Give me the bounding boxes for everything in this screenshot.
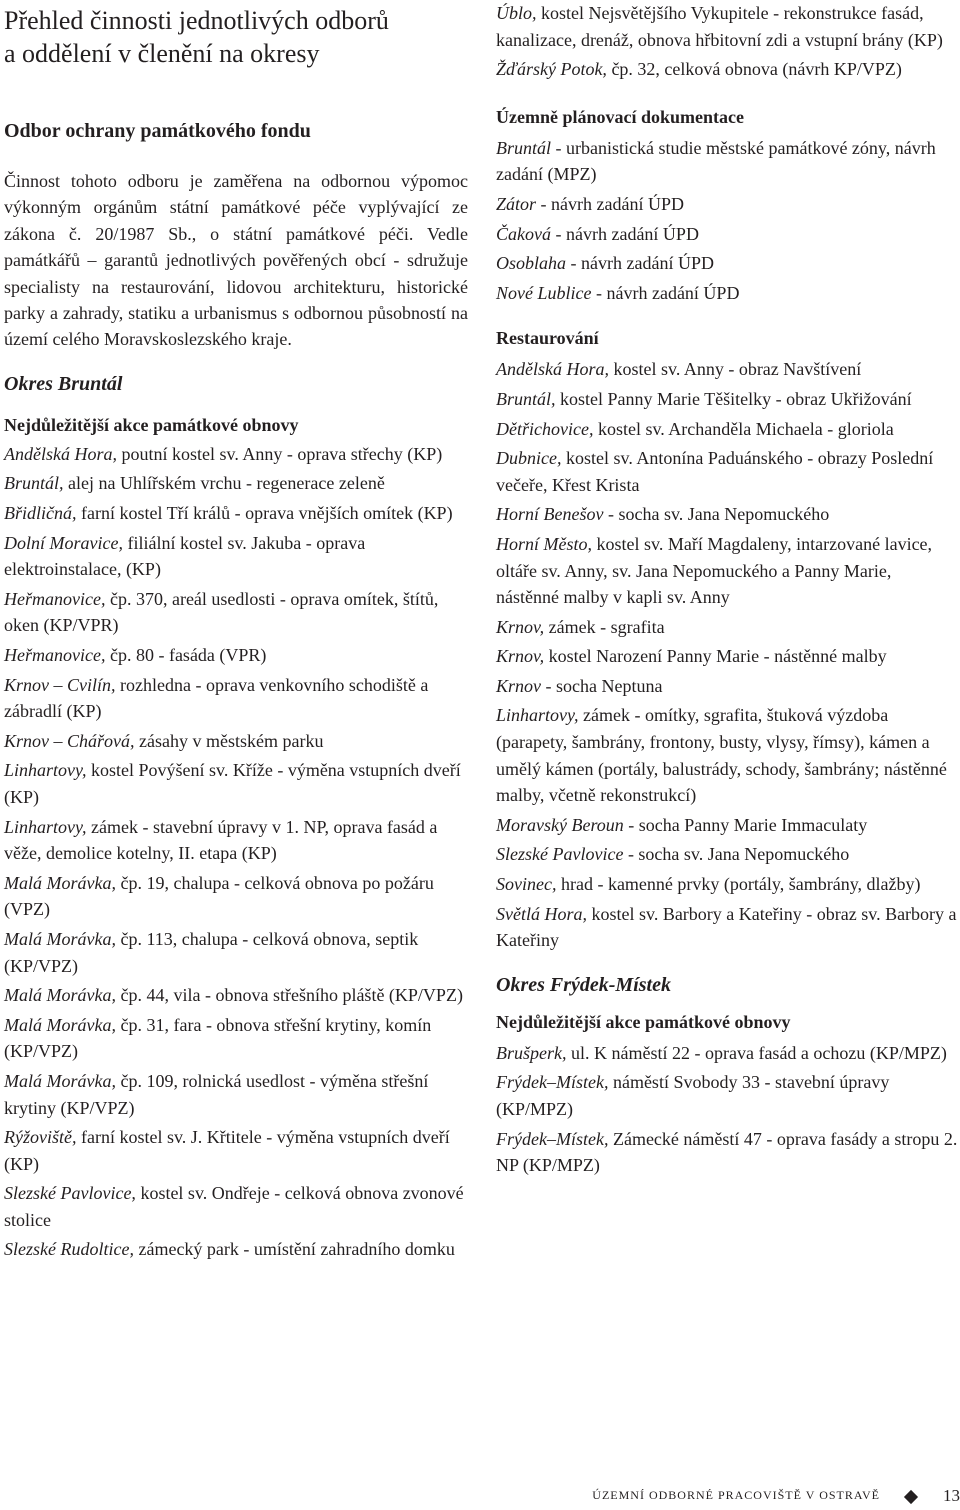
- intro-paragraph: Činnost tohoto odboru je zaměřena na odbornou výpomoc výkonným orgánům státní památkové péče vyplývající ze zákona č. 20/1987 Sb., o státní památkové péči. Vedle památkářů – garantů jednotlivých pověřených obcí - sdružuje specialisty na restaurování, lidovou architekturu, historické parky a zahrady, statiku a urbanismus s odbornou působností na území celého Moravskoslezského kraje.: [4, 171, 468, 350]
- fm-entries-list: [496, 1040, 958, 1179]
- entry-place: Linhartovy,: [496, 705, 579, 726]
- entry-text: farní kostel sv. J. Křtitele - výměna vstupních dveří (KP): [4, 1127, 450, 1174]
- restoration-list: [496, 356, 958, 953]
- entry-place: Malá Morávka,: [4, 985, 116, 1006]
- entry-place: Frýdek–Místek,: [496, 1128, 609, 1149]
- entry-text: poutní kostel sv. Anny - oprava střechy (KP): [116, 443, 443, 464]
- entry-place: Malá Morávka,: [4, 872, 116, 893]
- left-column: [4, 0, 468, 1263]
- list-item: [496, 1040, 958, 1067]
- page-number: 13: [943, 1486, 960, 1505]
- entry-text: zámek - sgrafita: [544, 616, 665, 637]
- entry-place: Krnov – Cvilín,: [4, 674, 116, 695]
- page-footer: [496, 1486, 960, 1508]
- entry-text: kostel sv. Antonína Paduánského - obrazy Poslední večeře, Křest Krista: [496, 448, 934, 495]
- entry-place: Linhartovy,: [4, 816, 87, 837]
- list-item: [496, 673, 958, 700]
- entry-text: - návrh zadání ÚPD: [566, 253, 714, 274]
- list-item: [496, 531, 958, 611]
- list-item: [496, 643, 958, 670]
- entry-text: filiální kostel sv. Jakuba - oprava elektroinstalace, (KP): [4, 532, 366, 580]
- entry-place: Čaková: [496, 223, 551, 244]
- entry-place: Nové Lublice: [496, 282, 592, 303]
- entry-text: kostel sv. Anny - obraz Navštívení: [608, 359, 862, 380]
- entry-place: Žďárský Potok,: [496, 59, 607, 80]
- entry-text: kostel Povýšení sv. Kříže - výměna vstupních dveří (KP): [4, 760, 461, 807]
- entry-text: náměstí Svobody 33 - stavební úpravy (KP/MPZ): [496, 1072, 890, 1119]
- entry-place: Světlá Hora,: [496, 903, 587, 924]
- list-item: [496, 356, 958, 383]
- entry-place: Malá Morávka,: [4, 928, 116, 949]
- list-item: [4, 441, 468, 468]
- entry-place: Dubnice,: [496, 448, 562, 469]
- list-item: [4, 982, 468, 1009]
- entry-text: rozhledna - oprava venkovního schodiště a zábradlí (KP): [4, 674, 429, 722]
- list-item: [496, 901, 958, 954]
- list-item: [4, 530, 468, 583]
- list-item: [4, 586, 468, 639]
- entry-text: kostel Nejsvětějšího Vykupitele - rekonstrukce fasád, kanalizace, drenáž, obnova hřbitovní zdi a vstupní brány (KP): [496, 3, 943, 50]
- entry-text: čp. 32, celková obnova (návrh KP/VPZ): [606, 59, 902, 80]
- list-item: [496, 0, 958, 53]
- entry-place: Úblo,: [496, 3, 537, 23]
- list-item: [4, 642, 468, 669]
- entry-place: Zátor: [496, 193, 537, 214]
- list-item: [496, 702, 958, 808]
- list-item: [496, 191, 958, 218]
- entry-text: čp. 44, vila - obnova střešního pláště (KP/VPZ): [115, 985, 463, 1006]
- list-item: [496, 841, 958, 868]
- entry-text: čp. 19, chalupa - celková obnova po požáru (VPZ): [4, 872, 434, 920]
- subheading-restoration-works-2: Nejdůležitější akce památkové obnovy: [496, 1011, 791, 1032]
- list-item: [496, 416, 958, 443]
- entry-place: Andělská Hora,: [4, 443, 117, 464]
- entry-text: kostel sv. Barbory a Kateřiny - obraz sv. Barbory a Kateřiny: [496, 903, 957, 951]
- entry-place: Břidličná,: [4, 503, 77, 524]
- entry-text: - návrh zadání ÚPD: [550, 223, 699, 244]
- list-item: [496, 135, 958, 188]
- list-item: [496, 386, 958, 413]
- entry-text: - návrh zadání ÚPD: [591, 282, 740, 303]
- district-heading: Okres Bruntál: [4, 372, 123, 395]
- right-column: [496, 0, 958, 1179]
- entry-place: Dětřichovice,: [496, 418, 594, 439]
- entry-place: Dolní Moravice,: [4, 532, 123, 553]
- entry-text: čp. 370, areál usedlosti - oprava omítek, štítů, oken (KP/VPR): [4, 588, 439, 636]
- entry-place: Rýžoviště,: [4, 1127, 77, 1148]
- entry-text: zámecký park - umístění zahradního domku: [133, 1239, 455, 1260]
- page-title: [4, 4, 468, 70]
- entry-place: Andělská Hora,: [496, 359, 609, 380]
- entry-place: Bruntál,: [4, 473, 64, 494]
- district-heading-2: Okres Frýdek-Místek: [496, 973, 671, 996]
- entry-place: Malá Morávka,: [4, 1070, 116, 1091]
- list-item: [496, 280, 958, 307]
- entry-text: kostel sv. Archanděla Michaela - gloriola: [593, 418, 894, 439]
- entry-text: - urbanistická studie městské památkové zóny, návrh zadání (MPZ): [496, 137, 936, 185]
- footer-text: ÚZEMNÍ ODBORNÉ PRACOVIŠTĚ V OSTRAVĚ: [592, 1488, 880, 1502]
- list-item: [496, 221, 958, 248]
- entry-text: - socha Panny Marie Immaculaty: [623, 814, 868, 835]
- list-item: [4, 1068, 468, 1121]
- list-item: [4, 728, 468, 755]
- entry-text: kostel Panny Marie Těšitelky - obraz Ukřižování: [555, 388, 912, 409]
- entry-text: farní kostel Tří králů - oprava vnějších omítek (KP): [76, 503, 453, 524]
- list-item: [496, 1069, 958, 1122]
- entry-text: čp. 80 - fasáda (VPR): [105, 645, 267, 665]
- entry-text: zásahy v městském parku: [134, 730, 324, 751]
- section-title: Odbor ochrany památkového fondu: [4, 120, 311, 142]
- subheading-planning: Územně plánovací dokumentace: [496, 106, 744, 127]
- entry-text: kostel sv. Ondřeje - celková obnova zvonové stolice: [4, 1183, 464, 1230]
- entry-place: Krnov – Chářová,: [4, 730, 135, 751]
- list-item: [4, 1236, 468, 1263]
- entry-place: Slezské Rudoltice,: [4, 1239, 134, 1260]
- entry-text: zámek - omítky, sgrafita, štuková výzdoba (parapety, šambrány, frontony, busty, vlysy, římsy), kámen a umělý kámen (portály, balustrády, schody, šambrány; nástěnné malby, včetně rekonstrukcí): [496, 705, 947, 806]
- entry-text: - socha sv. Jana Nepomuckého: [623, 844, 850, 865]
- list-item: [4, 1124, 468, 1177]
- list-item: [4, 1180, 468, 1233]
- entry-text: kostel Narození Panny Marie - nástěnné malby: [544, 646, 887, 667]
- diamond-icon: [904, 1490, 918, 1504]
- list-item: [4, 870, 468, 923]
- list-item: [496, 871, 958, 898]
- entry-place: Krnov: [496, 675, 541, 696]
- entry-text: zámek - stavební úpravy v 1. NP, oprava fasád a věže, demolice kotelny, II. etapa (KP): [4, 816, 438, 864]
- entry-place: Krnov,: [496, 646, 545, 667]
- entry-text: ul. K náměstí 22 - oprava fasád a ochozu (KP/MPZ): [566, 1042, 947, 1063]
- entry-text: alej na Uhlířském vrchu - regenerace zeleně: [63, 473, 385, 494]
- list-item: [4, 814, 468, 867]
- list-item: [4, 470, 468, 497]
- entry-place: Horní Město,: [496, 533, 592, 554]
- entry-place: Linhartovy,: [4, 760, 87, 781]
- right-top-entries: [496, 0, 958, 83]
- entry-text: - socha Neptuna: [541, 675, 663, 696]
- entry-place: Bruntál,: [496, 388, 556, 409]
- subheading-restoration-works: Nejdůležitější akce památkové obnovy: [4, 414, 299, 435]
- planning-list: [496, 135, 958, 307]
- entry-place: Brušperk,: [496, 1042, 567, 1063]
- left-entries-list: [4, 441, 468, 1263]
- entry-text: - návrh zadání ÚPD: [536, 193, 684, 214]
- list-item: [4, 500, 468, 527]
- list-item: [496, 812, 958, 839]
- entry-place: Heřmanovice,: [4, 645, 106, 665]
- entry-text: - socha sv. Jana Nepomuckého: [603, 504, 830, 525]
- entry-place: Horní Benešov: [496, 504, 604, 525]
- page-title-line-2: a oddělení v členění na okresy: [4, 39, 320, 68]
- entry-place: Osoblaha: [496, 253, 567, 274]
- entry-place: Moravský Beroun: [496, 814, 624, 835]
- list-item: [4, 926, 468, 979]
- list-item: [496, 1126, 958, 1179]
- list-item: [496, 501, 958, 528]
- list-item: [496, 614, 958, 641]
- list-item: [496, 250, 958, 277]
- entry-place: Krnov,: [496, 616, 545, 637]
- entry-place: Bruntál: [496, 137, 552, 158]
- list-item: [496, 56, 958, 83]
- entry-text: kostel sv. Maří Magdaleny, intarzované lavice, oltáře sv. Anny, sv. Jana Nepomuckého a Panny Marie, nástěnné malby v kapli sv. Anny: [496, 533, 933, 608]
- entry-text: čp. 109, rolnická usedlost - výměna střešní krytiny (KP/VPZ): [4, 1070, 429, 1118]
- entry-place: Slezské Pavlovice: [496, 844, 624, 865]
- entry-place: Malá Morávka,: [4, 1014, 116, 1035]
- entry-text: hrad - kamenné prvky (portály, šambrány, dlažby): [556, 874, 921, 895]
- list-item: [496, 445, 958, 498]
- entry-place: Heřmanovice,: [4, 588, 106, 609]
- page-title-line-1: Přehled činnosti jednotlivých odborů: [4, 6, 389, 35]
- entry-text: čp. 113, chalupa - celková obnova, septik (KP/VPZ): [4, 928, 419, 976]
- entry-text: čp. 31, fara - obnova střešní krytiny, komín (KP/VPZ): [4, 1014, 432, 1062]
- entry-place: Frýdek–Místek,: [496, 1072, 609, 1093]
- entry-place: Slezské Pavlovice,: [4, 1183, 136, 1204]
- list-item: [4, 1012, 468, 1065]
- list-item: [4, 672, 468, 725]
- list-item: [4, 757, 468, 810]
- entry-text: Zámecké náměstí 47 - oprava fasády a stropu 2. NP (KP/MPZ): [496, 1128, 958, 1176]
- subheading-restoration: Restaurování: [496, 328, 599, 349]
- entry-place: Sovinec,: [496, 874, 557, 895]
